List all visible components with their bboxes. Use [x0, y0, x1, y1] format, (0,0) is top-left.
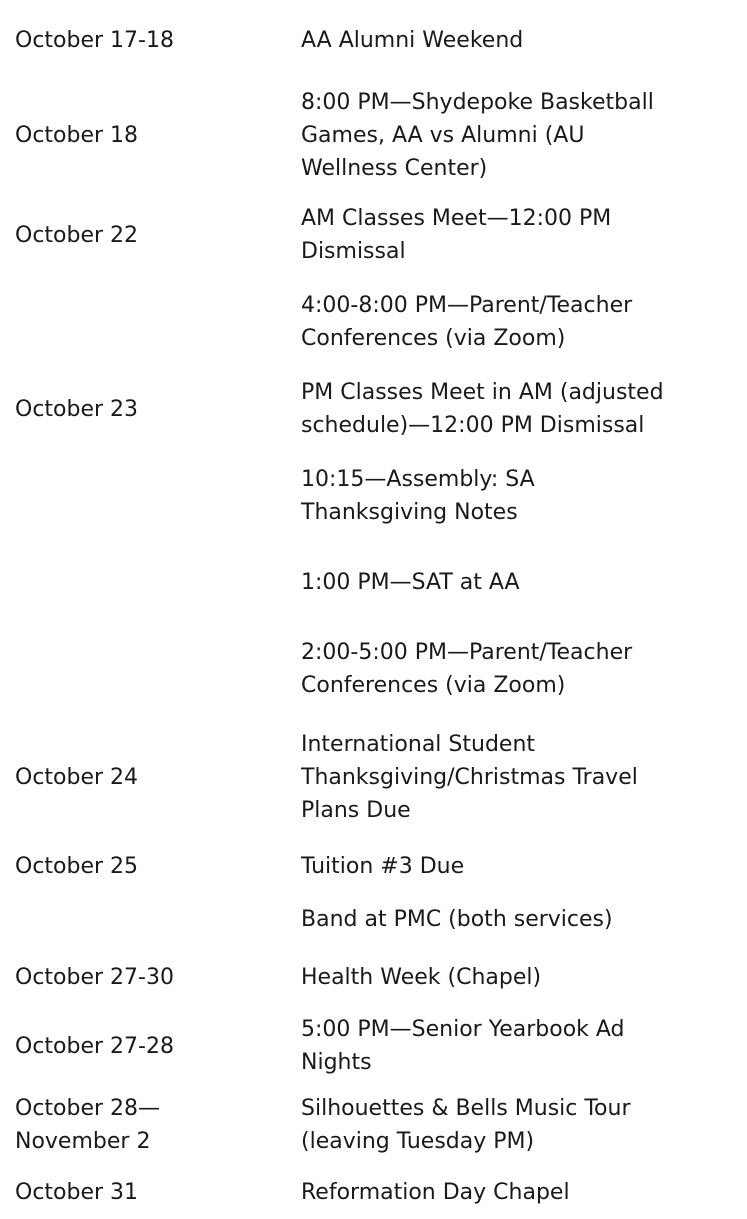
event-cell: Silhouettes & Bells Music Tour (leaving Tuesday PM) — [301, 1096, 631, 1154]
event-cell: Tuition #3 Due — [301, 854, 465, 879]
date-cell: October 27-30 — [15, 965, 174, 990]
event-cell: 10:15—Assembly: SA Thanksgiving Notes — [301, 467, 535, 525]
event-cell: Reformation Day Chapel — [301, 1180, 570, 1205]
event-cell: 5:00 PM—Senior Yearbook Ad Nights — [301, 1017, 625, 1075]
date-cell: October 23 — [15, 397, 139, 422]
date-cell: October 25 — [15, 854, 139, 879]
event-cell: Health Week (Chapel) — [301, 965, 542, 990]
event-cell: AM Classes Meet—12:00 PM Dismissal — [301, 206, 612, 264]
date-cell: October 17-18 — [15, 28, 174, 53]
date-cell: October 27-28 — [15, 1034, 174, 1059]
event-cell: 2:00-5:00 PM—Parent/Teacher Conferences (via Zoom) — [301, 640, 633, 698]
event-cell: 1:00 PM—SAT at AA — [301, 570, 520, 595]
date-cell: October 24 — [15, 765, 139, 790]
event-cell: 8:00 PM—Shydepoke Basketball Games, AA vs Alumni (AU Wellness Center) — [301, 90, 654, 181]
event-cell: 4:00-8:00 PM—Parent/Teacher Conferences (via Zoom) — [301, 293, 633, 351]
event-cell: International Student Thanksgiving/Christmas Travel Plans Due — [301, 732, 638, 823]
date-cell: October 18 — [15, 123, 139, 148]
event-cell: Band at PMC (both services) — [301, 907, 613, 932]
date-cell: October 28— November 2 — [15, 1096, 161, 1154]
event-cell: AA Alumni Weekend — [301, 28, 524, 53]
event-cell: PM Classes Meet in AM (adjusted schedule)—12:00 PM Dismissal — [301, 380, 664, 438]
date-cell: October 31 — [15, 1180, 139, 1205]
date-cell: October 22 — [15, 223, 139, 248]
